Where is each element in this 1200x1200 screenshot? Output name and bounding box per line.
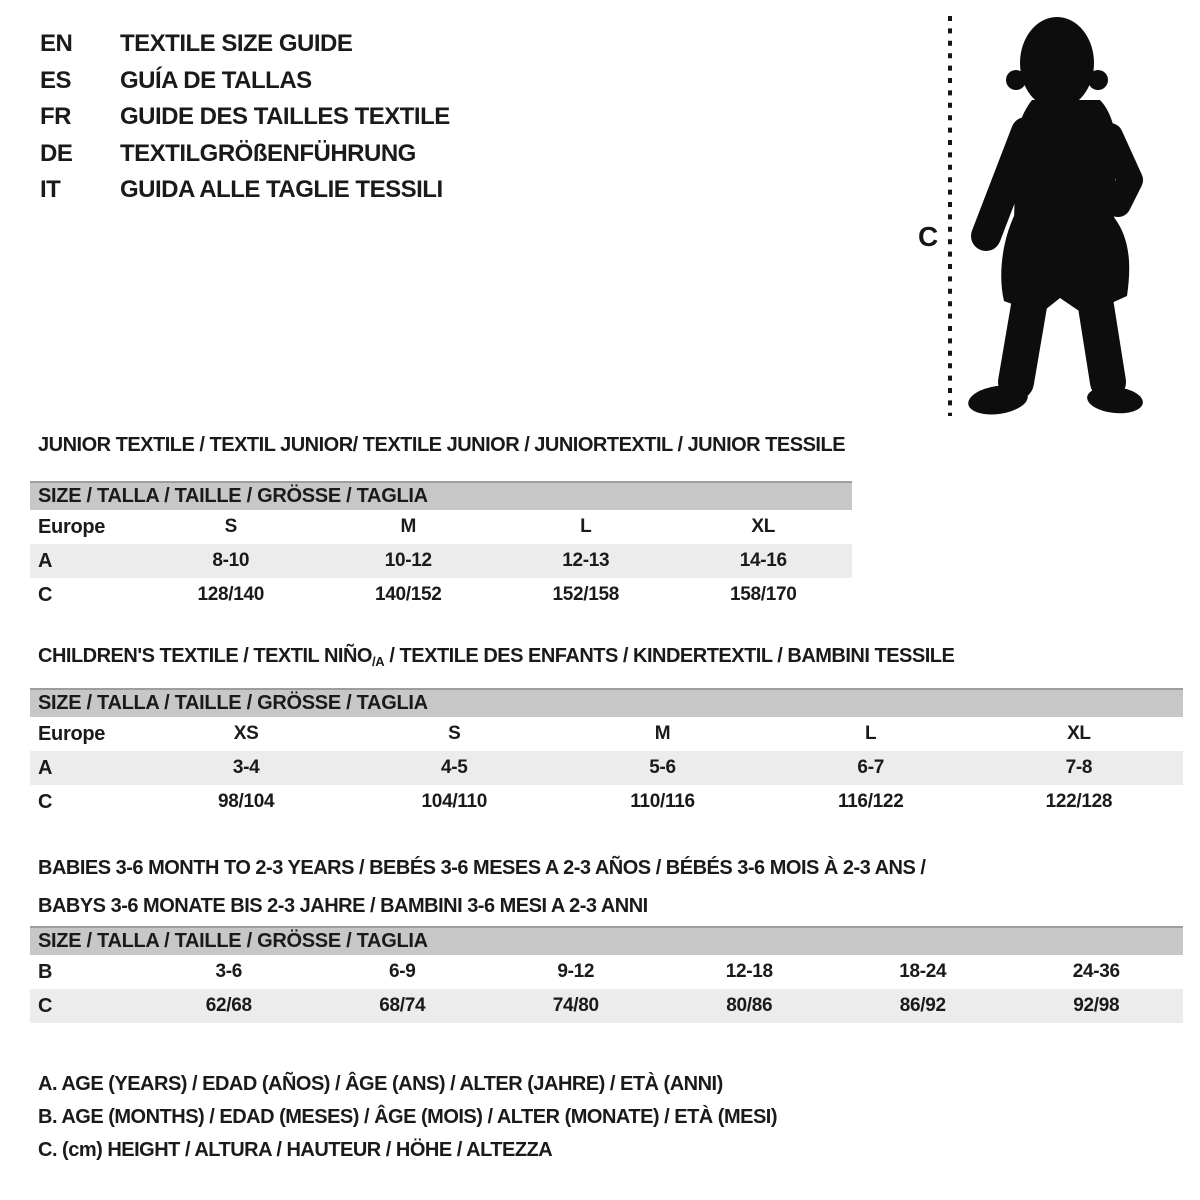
- age-cell: 7-8: [1065, 757, 1093, 778]
- language-row: [40, 172, 450, 209]
- size-cell: XL: [1067, 723, 1091, 744]
- children-row-age-years: [30, 751, 1183, 785]
- age-cell: 9-12: [557, 961, 595, 982]
- language-code: ES: [40, 66, 72, 94]
- babies-size-table: [30, 926, 1183, 1023]
- row-label: C: [38, 995, 53, 1017]
- age-cell: 3-6: [215, 961, 243, 982]
- measure-legend: [38, 1068, 777, 1167]
- height-cell: 128/140: [197, 584, 265, 605]
- height-cell: 104/110: [421, 791, 488, 812]
- guide-title: GUIDA ALLE TAGLIE TESSILI: [120, 176, 443, 203]
- height-cell: 110/116: [630, 791, 695, 812]
- junior-row-height-cm: [30, 578, 852, 612]
- junior-row-europe: [30, 510, 852, 544]
- babies-section-title: [38, 849, 925, 925]
- language-code: EN: [40, 30, 73, 57]
- children-row-height-cm: [30, 785, 1183, 819]
- height-cell: 80/86: [726, 995, 773, 1016]
- height-cell: 92/98: [1073, 995, 1120, 1016]
- height-cell: 116/122: [837, 791, 904, 812]
- size-cell: S: [224, 516, 237, 537]
- age-cell: 12-18: [725, 961, 773, 982]
- age-cell: 3-4: [232, 757, 260, 778]
- row-label: B: [38, 961, 53, 983]
- size-cell: M: [654, 723, 671, 744]
- size-cell: L: [865, 723, 877, 744]
- age-cell: 5-6: [649, 757, 676, 778]
- age-cell: 4-5: [441, 757, 468, 778]
- language-row: [40, 136, 450, 173]
- children-size-header: SIZE / TALLA / TAILLE / GRÖSSE / TAGLIA: [30, 688, 1183, 717]
- row-label: C: [38, 791, 53, 813]
- age-cell: 14-16: [739, 550, 787, 571]
- language-code: IT: [40, 176, 61, 203]
- size-cell: XS: [233, 723, 259, 744]
- legend-line-b: B. AGE (MONTHS) / EDAD (MESES) / ÂGE (MOIS) / ALTER (MONATE) / ETÀ (MESI): [38, 1106, 778, 1128]
- legend-line-a: A. AGE (YEARS) / EDAD (AÑOS) / ÂGE (ANS) / ALTER (JAHRE) / ETÀ (ANNI): [38, 1073, 723, 1095]
- babies-row-age-months: [30, 955, 1183, 989]
- language-title-list: [40, 26, 450, 209]
- age-cell: 10-12: [384, 550, 432, 571]
- measure-label-c: C: [918, 221, 939, 252]
- children-title-text: / TEXTILE DES ENFANTS / KINDERTEXTIL / BAMBINI TESSILE: [384, 645, 955, 667]
- row-label: C: [38, 584, 53, 606]
- size-cell: M: [400, 516, 417, 537]
- children-title-text: CHILDREN'S TEXTILE / TEXTIL NIÑO: [38, 645, 372, 667]
- junior-size-header: SIZE / TALLA / TAILLE / GRÖSSE / TAGLIA: [30, 481, 852, 510]
- guide-title: TEXTILE SIZE GUIDE: [120, 30, 353, 57]
- language-row: [40, 63, 450, 100]
- junior-section-title: JUNIOR TEXTILE / TEXTIL JUNIOR/ TEXTILE JUNIOR / JUNIORTEXTIL / JUNIOR TESSILE: [38, 434, 846, 456]
- row-label: A: [38, 757, 53, 779]
- babies-title-line2: BABYS 3-6 MONATE BIS 2-3 JAHRE / BAMBINI 3-6 MESI A 2-3 ANNI: [38, 895, 648, 917]
- babies-row-height-cm: [30, 989, 1183, 1023]
- height-cell: 98/104: [217, 791, 275, 812]
- height-cell: 152/158: [552, 584, 620, 605]
- row-label: Europe: [38, 516, 106, 538]
- height-cell: 86/92: [899, 995, 946, 1016]
- guide-title: TEXTILGRÖßENFÜHRUNG: [120, 139, 416, 167]
- size-cell: S: [448, 723, 461, 744]
- children-size-table: [30, 688, 1183, 819]
- language-code: FR: [40, 103, 71, 130]
- babies-size-header: SIZE / TALLA / TAILLE / GRÖSSE / TAGLIA: [30, 926, 1183, 955]
- language-code: DE: [40, 139, 73, 167]
- age-cell: 24-36: [1072, 961, 1120, 982]
- height-cell: 158/170: [729, 584, 797, 605]
- height-cell: 122/128: [1045, 791, 1113, 812]
- row-label: A: [38, 550, 53, 572]
- size-figure: [880, 0, 1200, 440]
- legend-line-c: C. (cm) HEIGHT / ALTURA / HAUTEUR / HÖHE / ALTEZZA: [38, 1139, 553, 1161]
- babies-title-line1: BABIES 3-6 MONTH TO 2-3 YEARS / BEBÉS 3-6 MESES A 2-3 AÑOS / BÉBÉS 3-6 MOIS À 2-3 ANS /: [38, 857, 926, 879]
- language-row: [40, 26, 450, 63]
- junior-size-table: [30, 481, 852, 612]
- age-cell: 12-13: [562, 550, 610, 571]
- age-cell: 18-24: [899, 961, 947, 982]
- height-cell: 68/74: [379, 995, 426, 1016]
- age-cell: 6-9: [388, 961, 416, 982]
- age-cell: 8-10: [212, 550, 250, 571]
- junior-row-age-years: [30, 544, 852, 578]
- size-cell: L: [580, 516, 592, 537]
- children-row-europe: [30, 717, 1183, 751]
- language-row: [40, 99, 450, 136]
- children-title-sub: /A: [371, 654, 385, 669]
- height-cell: 140/152: [374, 584, 442, 605]
- height-cell: 62/68: [205, 995, 252, 1016]
- children-section-title: [38, 645, 954, 669]
- height-cell: 74/80: [552, 995, 599, 1016]
- row-label: Europe: [38, 723, 106, 745]
- toddler-silhouette-icon: [966, 17, 1144, 418]
- size-cell: XL: [751, 516, 776, 537]
- age-cell: 6-7: [857, 757, 884, 778]
- guide-title: GUIDE DES TAILLES TEXTILE: [120, 103, 450, 130]
- guide-title: GUÍA DE TALLAS: [120, 66, 312, 94]
